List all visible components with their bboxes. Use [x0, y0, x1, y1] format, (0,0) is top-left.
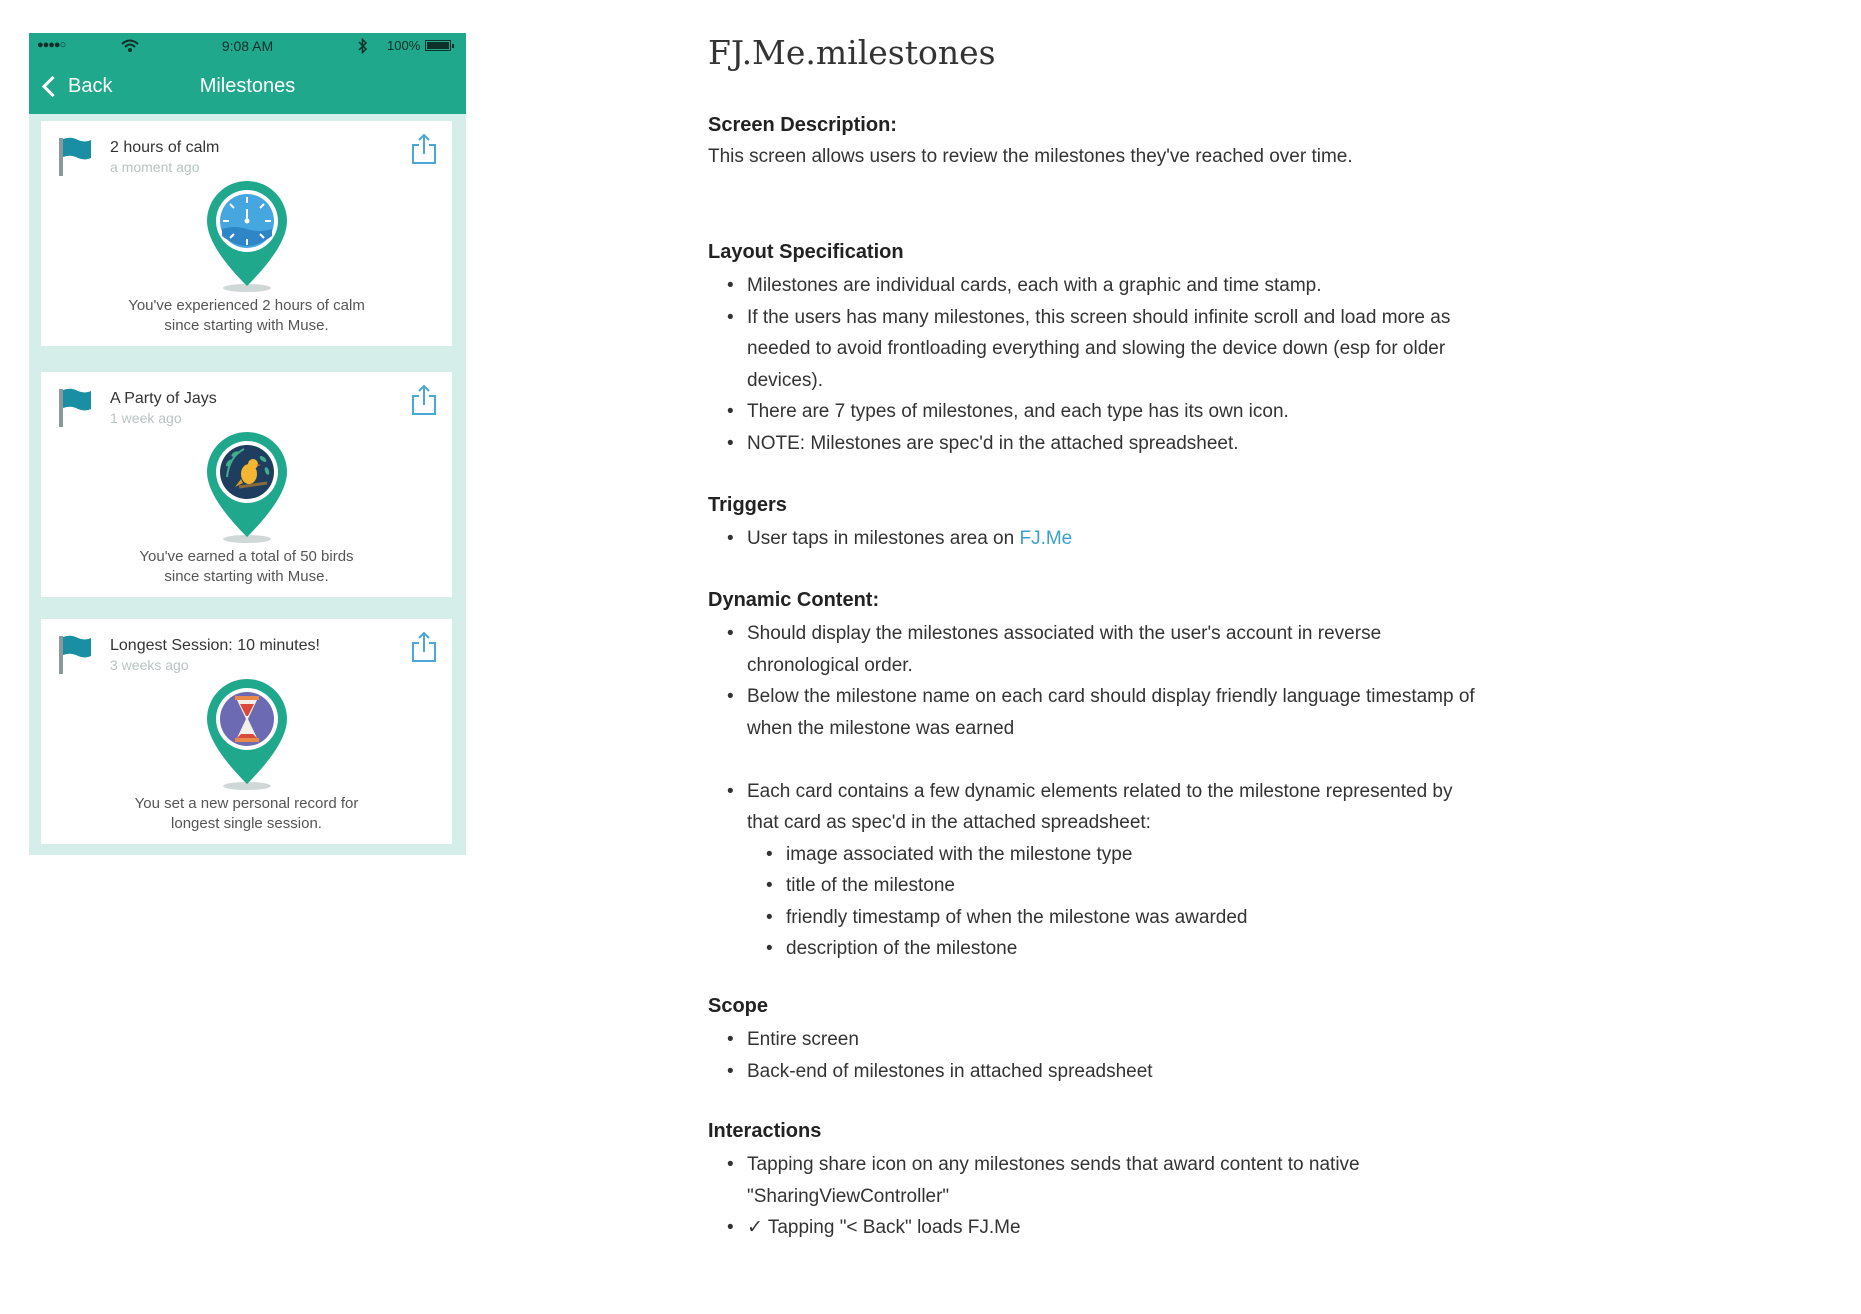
dynamic-content-heading: Dynamic Content:: [708, 589, 880, 611]
flag-icon: [57, 387, 93, 427]
share-icon[interactable]: [411, 631, 437, 663]
milestone-timestamp: 3 weeks ago: [110, 657, 189, 673]
clock-badge-icon: [199, 176, 295, 296]
flag-icon: [57, 634, 93, 674]
sub-list-item: • image associated with the milestone type: [708, 839, 1475, 871]
list-item: "SharingViewController": [747, 1185, 950, 1207]
nav-bar: [29, 59, 466, 114]
milestone-description: You set a new personal record for longest single session.: [134, 795, 359, 832]
milestone-card: [41, 372, 452, 597]
screen-description-text: This screen allows users to review the milestones they've reached over time.: [708, 146, 1353, 167]
list-item: • Entire screen: [708, 1024, 1153, 1056]
screen-description-heading: Screen Description:: [708, 114, 897, 136]
sub-list-item: • friendly timestamp of when the milestone was awarded: [708, 902, 1475, 934]
status-time: 9:08 AM: [221, 38, 274, 54]
bird-badge-icon: [199, 427, 295, 547]
milestone-description: You've earned a total of 50 birds since starting with Muse.: [139, 548, 354, 585]
milestone-card: [41, 121, 452, 346]
triggers-list: [708, 523, 1072, 555]
list-item: • Each card contains a few dynamic elements related to the milestone represented by: [708, 776, 1475, 808]
list-spacer: [708, 744, 1475, 776]
scope-list: [708, 1024, 1153, 1087]
list-item: chronological order.: [747, 654, 913, 676]
milestone-timestamp: 1 week ago: [110, 410, 182, 426]
milestone-description: You've experienced 2 hours of calm since starting with Muse.: [128, 297, 365, 334]
list-item: needed to avoid frontloading everything and slowing the device down (esp for older: [747, 338, 1446, 359]
list-item: • Tapping share icon on any milestones sends that award content to native: [708, 1149, 1360, 1181]
milestone-title: Longest Session: 10 minutes!: [110, 637, 320, 654]
fjme-link[interactable]: FJ.Me: [1019, 528, 1073, 549]
hourglass-badge-icon: [199, 674, 295, 794]
scope-heading: Scope: [708, 995, 769, 1017]
list-item: • NOTE: Milestones are spec'd in the attached spreadsheet.: [708, 428, 1450, 460]
signal-icon: ●●●●○: [37, 39, 66, 51]
battery-percent: 100%: [387, 38, 421, 53]
list-item: • If the users has many milestones, this screen should infinite scroll and load more as: [708, 302, 1450, 334]
milestone-card: [41, 619, 452, 844]
triggers-heading: Triggers: [708, 494, 787, 516]
phone-screen: [29, 33, 466, 855]
screen-title: Milestones: [199, 75, 296, 97]
list-item: • User taps in milestones area on FJ.Me: [708, 523, 1072, 555]
flag-icon: [57, 136, 93, 176]
layout-list: [708, 270, 1450, 459]
milestone-title: 2 hours of calm: [110, 139, 220, 156]
back-label: Back: [68, 74, 113, 97]
list-item: • Milestones are individual cards, each with a graphic and time stamp.: [708, 270, 1450, 302]
sub-list-item: • description of the milestone: [708, 933, 1475, 965]
share-icon[interactable]: [411, 133, 437, 165]
page-title: FJ.Me.milestones: [708, 33, 996, 72]
list-item: • Should display the milestones associated with the user's account in reverse: [708, 618, 1475, 650]
share-icon[interactable]: [411, 384, 437, 416]
battery-icon: [425, 40, 451, 51]
interactions-heading: Interactions: [708, 1120, 822, 1142]
list-item: that card as spec'd in the attached spreadsheet:: [747, 812, 1151, 833]
list-item: devices).: [747, 369, 824, 391]
milestone-title: A Party of Jays: [110, 390, 217, 407]
bluetooth-icon: [358, 38, 368, 54]
list-item: • Below the milestone name on each card should display friendly language timestamp of: [708, 681, 1475, 713]
layout-heading: Layout Specification: [708, 241, 904, 263]
milestone-timestamp: a moment ago: [110, 159, 200, 175]
list-item: • Back-end of milestones in attached spreadsheet: [708, 1056, 1153, 1088]
dynamic-content-list: [708, 618, 1475, 965]
interactions-list: [708, 1149, 1360, 1244]
list-item: • ✓ Tapping "< Back" loads FJ.Me: [708, 1212, 1360, 1244]
list-item: • There are 7 types of milestones, and each type has its own icon.: [708, 396, 1450, 428]
status-bar: [29, 33, 466, 59]
list-item: when the milestone was earned: [747, 717, 1015, 739]
sub-list-item: • title of the milestone: [708, 870, 1475, 902]
